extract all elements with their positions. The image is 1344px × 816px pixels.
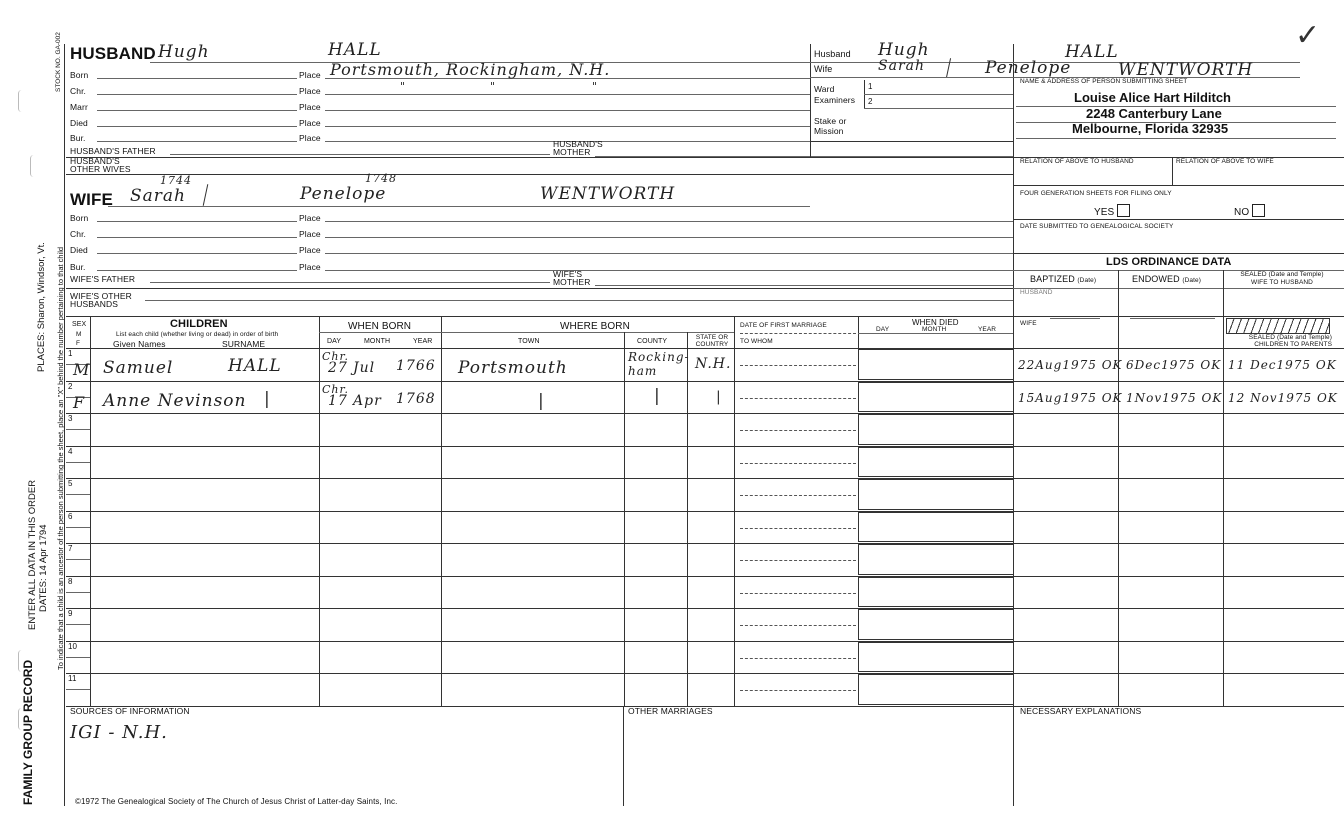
- dates-note: DATES: 14 Apr 1794: [38, 524, 49, 612]
- born-year-header: YEAR: [413, 338, 433, 345]
- lds-ordinance-title: LDS ORDINANCE DATA: [1106, 256, 1232, 268]
- examiners-label: Examiners: [814, 95, 856, 105]
- row-number: 1: [68, 349, 73, 358]
- submitter-street: 2248 Canterbury Lane: [1086, 106, 1222, 121]
- wife-born-year: 1744: [160, 174, 192, 187]
- given-names-header: Given Names: [113, 339, 166, 349]
- husband-died-place-label: Place: [299, 118, 321, 128]
- baptized-date-label: (Date): [1077, 277, 1097, 284]
- child-baptized: 22Aug1975 OK: [1018, 358, 1123, 372]
- husband-died-label: Died: [70, 118, 88, 128]
- wife-chr-label: Chr.: [70, 229, 86, 239]
- died-month-header: MONTH: [922, 326, 947, 333]
- wife-died-place-label: Place: [299, 245, 321, 255]
- right-wife-alt: Penelope: [985, 58, 1072, 78]
- ward-label: Ward: [814, 84, 835, 94]
- right-husband-surname: HALL: [1065, 42, 1119, 62]
- child-given-name: Anne Nevinson: [103, 390, 247, 411]
- wife-born-place-label: Place: [299, 213, 321, 223]
- when-died-header: WHEN DIED: [912, 318, 959, 327]
- yes-checkbox[interactable]: [1117, 204, 1130, 217]
- row-number: 10: [68, 641, 78, 651]
- died-year-header: YEAR: [978, 326, 997, 333]
- child-sealed: 12 Nov1975 OK: [1228, 390, 1338, 405]
- stock-number: STOCK NO. GA-002: [55, 32, 62, 92]
- right-wife-label: Wife: [814, 64, 833, 74]
- county-header: COUNTY: [637, 338, 668, 345]
- date-submitted-label: DATE SUBMITTED TO GENEALOGICAL SOCIETY: [1020, 223, 1174, 230]
- wife-alt-given-name: Penelope: [300, 184, 387, 204]
- relation-husband-label: RELATION OF ABOVE TO HUSBAND: [1020, 158, 1134, 165]
- husband-marr-place-label: Place: [299, 102, 321, 112]
- husband-given-name: Hugh: [158, 42, 210, 62]
- necessary-explanations-label: NECESSARY EXPLANATIONS: [1020, 706, 1142, 716]
- row-number: 7: [68, 544, 73, 553]
- child-born-county: Rocking-ham: [628, 350, 690, 378]
- endowed-label: ENDOWED: [1132, 274, 1180, 284]
- ditto-mark-3: ": [592, 80, 599, 93]
- other-marriages-label: OTHER MARRIAGES: [628, 706, 713, 716]
- sealed-wife-hatch: [1226, 318, 1330, 334]
- record-title: [22, 660, 34, 805]
- child-born-year: 1768: [396, 390, 436, 407]
- child-born-month: Apr: [353, 392, 382, 409]
- row-number: 6: [68, 511, 73, 521]
- examiner-1: 1: [868, 82, 873, 91]
- right-husband-label: Husband: [814, 49, 851, 59]
- wife-given-name: Sarah: [130, 186, 186, 206]
- row-number: 2: [68, 381, 73, 391]
- children-header: CHILDREN: [170, 318, 228, 330]
- endowed-header: [1132, 274, 1201, 284]
- wifes-mother-label: WIFE'S MOTHER: [553, 269, 591, 287]
- child-born-state: N.H.: [695, 356, 732, 372]
- born-month-header: MONTH: [364, 338, 391, 345]
- right-wife-surname: WENTWORTH: [1118, 60, 1254, 80]
- submitter-city: Melbourne, Florida 32935: [1072, 121, 1229, 136]
- husbands-other-wives-label: HUSBAND'S OTHER WIVES: [70, 156, 131, 174]
- husbands-mother-label: HUSBAND'S MOTHER: [553, 139, 603, 157]
- right-wife-given: Sarah: [878, 58, 925, 74]
- child-sex: M: [73, 360, 91, 379]
- wife-small-label: WIFE: [1020, 320, 1037, 327]
- husbands-father-label: HUSBAND'S FATHER: [70, 146, 156, 156]
- child-born-month: Jul: [353, 360, 376, 376]
- wife-bur-label: Bur.: [70, 262, 86, 272]
- children-note: List each child (whether living or dead) in order of birth: [116, 331, 279, 338]
- state-country-header: STATE OR COUNTRY: [695, 334, 729, 348]
- surname-header: SURNAME: [222, 339, 266, 349]
- husband-chr-place-label: Place: [299, 86, 321, 96]
- child-born-day: 27: [328, 360, 348, 376]
- stake-label: Stake or Mission: [814, 116, 847, 136]
- row-number: 5: [68, 479, 73, 488]
- baptized-label: BAPTIZED: [1030, 274, 1075, 284]
- husband-born-place: Portsmouth, Rockingham, N.H.: [330, 60, 611, 79]
- instruction-note: To indicate that a child is an ancestor of the person submitting the sheet, place an "X" behind the number pertaining to that child: [56, 246, 65, 670]
- wife-bur-place-label: Place: [299, 262, 321, 272]
- to-whom-header: TO WHOM: [740, 338, 773, 345]
- relation-wife-label: RELATION OF ABOVE TO WIFE: [1176, 158, 1274, 165]
- submitter-address-label: NAME & ADDRESS OF PERSON SUBMITTING SHEET: [1020, 78, 1188, 85]
- right-husband-given: Hugh: [878, 40, 930, 60]
- child-endowed: 1Nov1975 OK: [1126, 390, 1223, 405]
- copyright-line: ©1972 The Genealogical Society of The Church of Jesus Christ of Latter-day Saints, Inc.: [75, 797, 398, 806]
- child-sealed: 11 Dec1975 OK: [1228, 358, 1337, 372]
- sex-f-header: F: [76, 340, 81, 347]
- wife-alt-year: 1748: [365, 172, 397, 185]
- baptized-header: [1030, 274, 1096, 284]
- submitter-name: Louise Alice Hart Hilditch: [1074, 90, 1231, 105]
- wife-died-label: Died: [70, 245, 88, 255]
- child-born-state: |: [716, 388, 722, 405]
- wife-heading: WIFE: [70, 190, 113, 209]
- child-surname: HALL: [228, 356, 282, 376]
- check-mark: ✓: [1295, 18, 1321, 53]
- child-born-year: 1766: [396, 358, 436, 374]
- row-number: 9: [68, 609, 73, 618]
- sealed-wife-label: SEALED (Date and Temple) WIFE TO HUSBAND: [1240, 271, 1324, 286]
- sealed-children-label: SEALED (Date and Temple) CHILDREN TO PARENTS: [1248, 334, 1332, 348]
- wifes-other-husbands-label: WIFE'S OTHER HUSBANDS: [70, 291, 132, 309]
- child-born-town: Portsmouth: [458, 358, 568, 378]
- enter-data-note: ENTER ALL DATA IN THIS ORDER: [27, 479, 38, 630]
- husband-born-place-label: Place: [299, 70, 321, 80]
- sources-label: SOURCES OF INFORMATION: [70, 706, 190, 716]
- husband-small-label: HUSBAND: [1020, 289, 1053, 296]
- four-gen-label: FOUR GENERATION SHEETS FOR FILING ONLY: [1020, 190, 1172, 197]
- child-sex: F: [73, 392, 86, 412]
- husband-born-label: Born: [70, 70, 89, 80]
- child-born-day: 17: [328, 392, 348, 409]
- no-checkbox[interactable]: [1252, 204, 1265, 217]
- child-endowed: 6Dec1975 OK: [1126, 358, 1222, 372]
- child-born-prefix: Chr.: [322, 350, 350, 363]
- child-given-name: Samuel: [103, 358, 174, 378]
- sources-handwritten: IGI - N.H.: [70, 722, 168, 743]
- child-born-county: |: [654, 385, 661, 406]
- child-baptized: 15Aug1975 OK: [1018, 390, 1123, 405]
- ditto-mark-2: ": [490, 80, 497, 93]
- row-number: 11: [68, 674, 77, 683]
- husband-marr-label: Marr: [70, 102, 88, 112]
- row-number: 3: [68, 414, 73, 423]
- child-surname: |: [264, 388, 271, 409]
- wife-chr-place-label: Place: [299, 229, 321, 239]
- sex-header: SEX: [72, 321, 87, 328]
- no-option[interactable]: [1234, 204, 1265, 218]
- when-born-header: WHEN BORN: [348, 321, 412, 332]
- wife-surname: WENTWORTH: [540, 184, 676, 204]
- yes-label: YES: [1094, 207, 1115, 218]
- ditto-mark-1: ": [400, 80, 407, 93]
- child-born-prefix: Chr.: [322, 382, 350, 396]
- wife-born-label: Born: [70, 213, 89, 223]
- sex-m-header: M: [76, 331, 82, 338]
- endowed-date-label: (Date): [1182, 277, 1201, 284]
- where-born-header: WHERE BORN: [560, 321, 630, 332]
- born-day-header: DAY: [327, 338, 342, 345]
- husband-bur-place-label: Place: [299, 133, 321, 143]
- husband-heading: HUSBAND: [70, 44, 156, 63]
- husband-bur-label: Bur.: [70, 133, 86, 143]
- husband-surname: HALL: [328, 40, 382, 60]
- first-marriage-header: DATE OF FIRST MARRIAGE: [740, 322, 827, 329]
- no-label: NO: [1234, 207, 1250, 218]
- died-day-header: DAY: [876, 326, 890, 333]
- husband-chr-label: Chr.: [70, 86, 86, 96]
- places-note: PLACES: Sharon, Windsor, Vt.: [36, 242, 47, 372]
- row-number: 8: [68, 576, 73, 586]
- record-title-text: FAMILY GROUP RECORD: [21, 659, 35, 805]
- child-born-town: |: [538, 390, 545, 411]
- town-header: TOWN: [518, 338, 540, 345]
- examiner-2: 2: [868, 97, 873, 106]
- wifes-father-label: WIFE'S FATHER: [70, 274, 136, 284]
- row-number: 4: [68, 446, 73, 456]
- yes-option[interactable]: [1094, 204, 1130, 218]
